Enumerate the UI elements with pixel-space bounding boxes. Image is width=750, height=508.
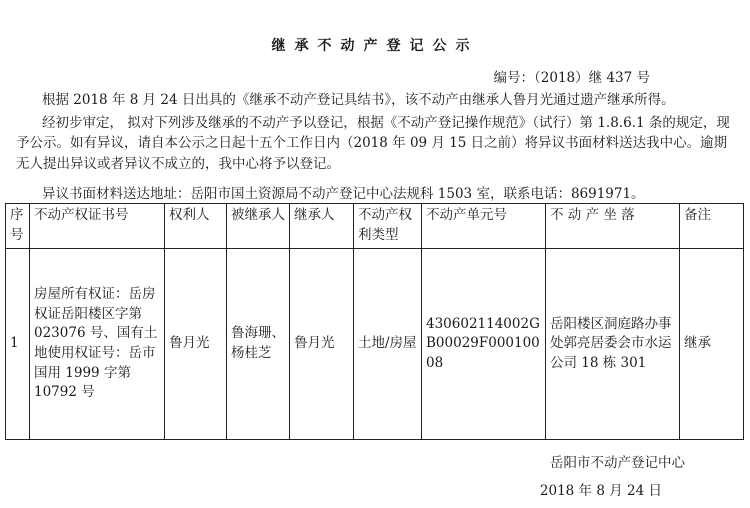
table-header-row <box>6 204 744 249</box>
cell-cert: 房屋所有权证：岳房权证岳阳楼区字第 023076 号、国有土地使用权证号：岳市国用 1999 字第 10792 号 <box>30 249 165 440</box>
header-holder: 权利人 <box>165 204 227 249</box>
notice-title: 继承不动产登记公示 <box>271 38 479 54</box>
paragraph-announcement: 经初步审定， 拟对下列涉及继承的不动产予以登记，根据《不动产登记操作规范》（试行）第 1.8.6.1 条的规定，现予公示。如有异议，请自本公示之日起十五个工作日内（2018 年 09 月 15 日之前）将异议书面材料送达我中心。逾期无人提出异议或者异议不成立的，我中心将予以登记。 <box>16 115 730 172</box>
registration-table <box>5 203 744 440</box>
header-right-type: 不动产权利类型 <box>354 204 422 249</box>
header-location: 不 动 产 坐 落 <box>546 204 680 249</box>
header-unit-no: 不动产单元号 <box>422 204 546 249</box>
cell-seq: 1 <box>6 249 30 440</box>
cell-holder: 鲁月光 <box>165 249 227 440</box>
paragraph-basis: 根据 2018 年 8 月 24 日出具的《继承不动产登记具结书》，该不动产由继承人鲁月光通过遗产继承所得。 <box>42 92 675 108</box>
cell-unit-no: 430602114002GB00029F00010008 <box>422 249 546 440</box>
header-heir: 继承人 <box>290 204 354 249</box>
cell-heir: 鲁月光 <box>290 249 354 440</box>
header-seq: 序号 <box>6 204 30 249</box>
issuer-signature: 岳阳市不动产登记中心 <box>550 455 685 471</box>
header-remark: 备注 <box>680 204 744 249</box>
header-cert: 不动产权证书号 <box>30 204 165 249</box>
cell-right-type: 土地/房屋 <box>354 249 422 440</box>
cell-decedent: 鲁海珊、杨桂芝 <box>227 249 290 440</box>
cell-remark: 继承 <box>680 249 744 440</box>
issue-date: 2018 年 8 月 24 日 <box>539 483 662 499</box>
table-row <box>6 249 744 440</box>
cell-location: 岳阳楼区洞庭路办事处郭亮居委会市水运公司 18 栋 301 <box>546 249 680 440</box>
paragraph-objection-address: 异议书面材料送达地址：岳阳市国土资源局不动产登记中心法规科 1503 室，联系电话：8691971。 <box>42 186 645 202</box>
header-decedent: 被继承人 <box>227 204 290 249</box>
document-number: 编号：（2018）继 437 号 <box>493 70 650 86</box>
